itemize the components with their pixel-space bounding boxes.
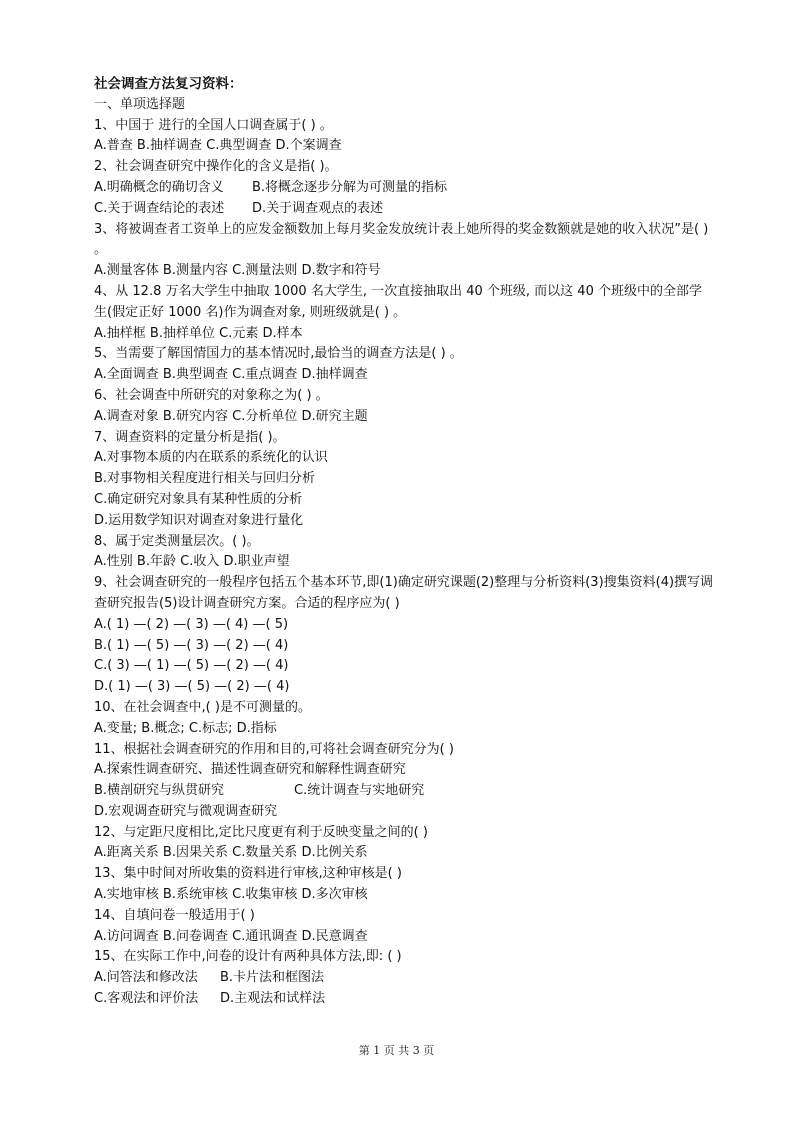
option-c: C.客观法和评价法	[94, 991, 199, 1007]
question-13-options: A.实地审核 B.系统审核 C.收集审核 D.多次审核	[94, 887, 368, 903]
question-15-options-row-1	[94, 968, 714, 989]
question-4: 4、从 12.8 万名大学生中抽取 1000 名大学生, 一次直接抽取出 40 个班级, 而以这 40 个班级中的全部学生(假定正好 1000 名)作为调查对象, 则班级就是( ) 。	[94, 283, 702, 320]
option-c: C.关于调查结论的表述	[94, 200, 225, 216]
document-title: 社会调查方法复习资料：	[94, 76, 243, 92]
question-5: 5、当需要了解国情国力的基本情况时,最恰当的调查方法是( ) 。	[94, 346, 463, 362]
question-12: 12、与定距尺度相比,定比尺度更有利于反映变量之间的( )	[94, 824, 428, 840]
question-7-option-c: C.确定研究对象具有某种性质的分析	[94, 491, 303, 507]
question-11-option-a: A.探索性调查研究、描述性调查研究和解释性调查研究	[94, 762, 406, 778]
question-11: 11、根据社会调查研究的作用和目的,可将社会调查研究分为( )	[94, 741, 454, 757]
question-10-options: A.变量; B.概念; C.标志; D.指标	[94, 720, 277, 736]
question-2-options-row-1	[94, 178, 714, 199]
question-7-option-d: D.运用数学知识对调查对象进行量化	[94, 512, 304, 528]
question-9-option-d: D.( 1) —( 3) —( 5) —( 2) —( 4)	[94, 679, 290, 695]
question-10: 10、在社会调查中,( )是不可测量的。	[94, 699, 311, 715]
question-12-options: A.距离关系 B.因果关系 C.数量关系 D.比例关系	[94, 845, 368, 861]
question-13: 13、集中时间对所收集的资料进行审核,这种审核是( )	[94, 866, 402, 882]
question-2-options-row-2	[94, 199, 714, 220]
question-4-options: A.抽样框 B.抽样单位 C.元素 D.样本	[94, 325, 303, 341]
question-3: 3、将被调查者工资单上的应发金额数加上每月奖金发放统计表上她所得的奖金数额就是她的收入状况”是( ) 。	[94, 221, 709, 258]
option-d: D.关于调查观点的表述	[252, 200, 384, 216]
question-8: 8、属于定类测量层次。( )。	[94, 533, 260, 549]
question-15: 15、在实际工作中,问卷的设计有两种具体方法,即: ( )	[94, 949, 402, 965]
question-9-option-c: C.( 3) —( 1) —( 5) —( 2) —( 4)	[94, 658, 289, 674]
question-11-option-d: D.宏观调查研究与微观调查研究	[94, 803, 278, 819]
question-11-options-row	[94, 781, 714, 802]
question-5-options: A.全面调查 B.典型调查 C.重点调查 D.抽样调查	[94, 367, 368, 383]
question-1: 1、中国于 进行的全国人口调查属于( ) 。	[94, 117, 333, 133]
section-heading: 一、单项选择题	[94, 96, 186, 112]
document-body	[94, 74, 714, 1010]
option-c: C.统计调查与实地研究	[294, 783, 425, 799]
question-7-option-a: A.对事物本质的内在联系的系统化的认识	[94, 450, 328, 466]
option-d: D.主观法和试样法	[220, 991, 326, 1007]
question-7-option-b: B.对事物相关程度进行相关与回归分析	[94, 471, 316, 487]
question-9: 9、社会调查研究的一般程序包括五个基本环节,即(1)确定研究课题(2)整理与分析资料(3)搜集资料(4)撰写调查研究报告(5)设计调查研究方案。合适的程序应为( )	[94, 575, 714, 611]
question-15-options-row-2	[94, 989, 714, 1010]
question-9-option-b: B.( 1) —( 5) —( 3) —( 2) —( 4)	[94, 637, 289, 653]
option-b: B.卡片法和框图法	[220, 970, 325, 986]
question-1-options: A.普查 B.抽样调查 C.典型调查 D.个案调查	[94, 138, 342, 154]
question-9-option-a: A.( 1) —( 2) —( 3) —( 4) —( 5)	[94, 616, 289, 632]
question-3-options: A.测量客体 B.测量内容 C.测量法则 D.数字和符号	[94, 263, 381, 279]
option-b: B.将概念逐步分解为可测量的指标	[252, 179, 448, 195]
question-2: 2、社会调查研究中操作化的含义是指( )。	[94, 159, 338, 175]
question-6-options: A.调查对象 B.研究内容 C.分析单位 D.研究主题	[94, 408, 368, 424]
page-footer: 第 1 页 共 3 页	[358, 1044, 435, 1057]
question-7: 7、调查资料的定量分析是指( )。	[94, 429, 286, 445]
option-a: A.明确概念的确切含义	[94, 179, 224, 195]
question-14-options: A.访问调查 B.问卷调查 C.通讯调查 D.民意调查	[94, 928, 368, 944]
question-6: 6、社会调查中所研究的对象称之为( ) 。	[94, 387, 329, 403]
question-14: 14、自填问卷一般适用于( )	[94, 907, 255, 923]
option-a: A.问答法和修改法	[94, 970, 198, 986]
option-b: B.横剖研究与纵贯研究	[94, 783, 225, 799]
question-8-options: A.性别 B.年龄 C.收入 D.职业声望	[94, 554, 290, 570]
